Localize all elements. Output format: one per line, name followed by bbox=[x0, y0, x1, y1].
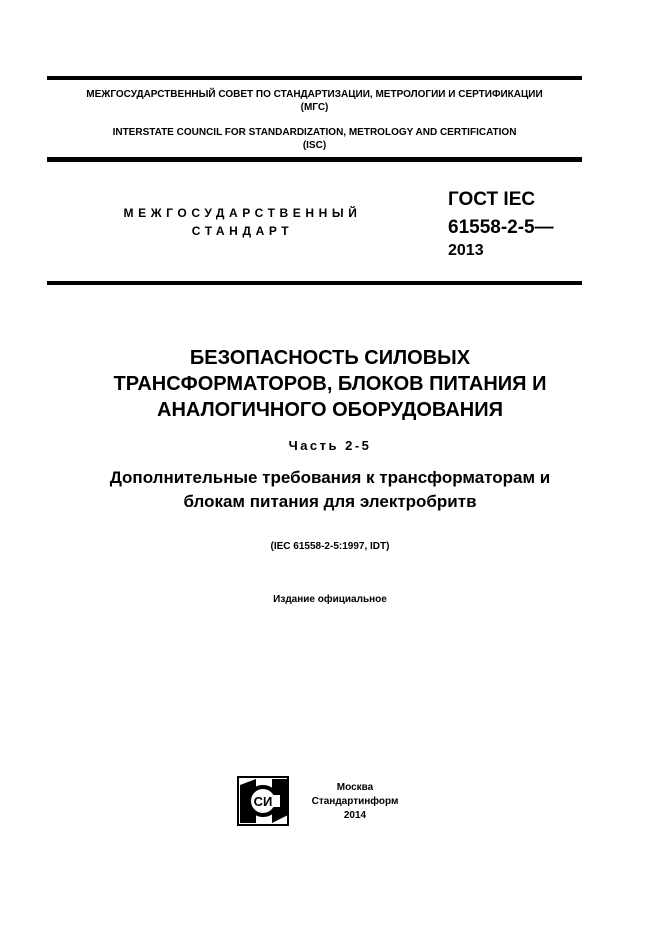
title-line1: БЕЗОПАСНОСТЬ СИЛОВЫХ bbox=[189, 347, 471, 369]
council-ru-line1: МЕЖГОСУДАРСТВЕННЫЙ СОВЕТ ПО СТАНДАРТИЗАЦИИ, МЕТРОЛОГИИ И СЕРТИФИКАЦИИ bbox=[86, 89, 543, 100]
gost-designation bbox=[448, 186, 554, 260]
designation-line1: ГОСТ IEC bbox=[448, 189, 536, 210]
part-label: Часть 2-5 bbox=[288, 438, 372, 453]
top-rule bbox=[47, 76, 582, 80]
publisher-city: Москва bbox=[336, 782, 374, 793]
council-en-line2: (ISC) bbox=[302, 140, 327, 151]
standard-type-line1: МЕЖГОСУДАРСТВЕННЫЙ bbox=[123, 206, 362, 220]
title-line3: АНАЛОГИЧНОГО ОБОРУДОВАНИЯ bbox=[157, 399, 503, 421]
standard-type-line2: СТАНДАРТ bbox=[191, 224, 294, 238]
publisher-year: 2014 bbox=[343, 810, 367, 821]
designation-year: 2013 bbox=[448, 242, 484, 259]
council-en-line1: INTERSTATE COUNCIL FOR STANDARDIZATION, METROLOGY AND CERTIFICATION bbox=[112, 127, 517, 138]
standartinform-logo-icon bbox=[236, 775, 290, 827]
council-rule bbox=[47, 157, 582, 162]
iec-reference: (IEC 61558-2-5:1997, IDT) bbox=[270, 541, 390, 552]
designation-line2: 61558-2-5— bbox=[448, 217, 554, 238]
standard-type bbox=[100, 204, 385, 240]
main-title bbox=[30, 345, 630, 423]
logo-text: СИ bbox=[253, 794, 273, 809]
publisher-name: Стандартинформ bbox=[311, 796, 399, 807]
edition-label: Издание официальное bbox=[273, 594, 387, 605]
subtitle-line2: блокам питания для электробритв bbox=[183, 492, 477, 511]
subtitle bbox=[20, 466, 640, 514]
council-block bbox=[47, 88, 582, 152]
title-line2: ТРАНСФОРМАТОРОВ, БЛОКОВ ПИТАНИЯ И bbox=[113, 373, 547, 395]
publisher-block bbox=[300, 781, 410, 823]
council-ru-line2: (МГС) bbox=[300, 102, 329, 113]
header-bottom-rule bbox=[47, 281, 582, 285]
subtitle-line1: Дополнительные требования к трансформаторам и bbox=[109, 468, 551, 487]
